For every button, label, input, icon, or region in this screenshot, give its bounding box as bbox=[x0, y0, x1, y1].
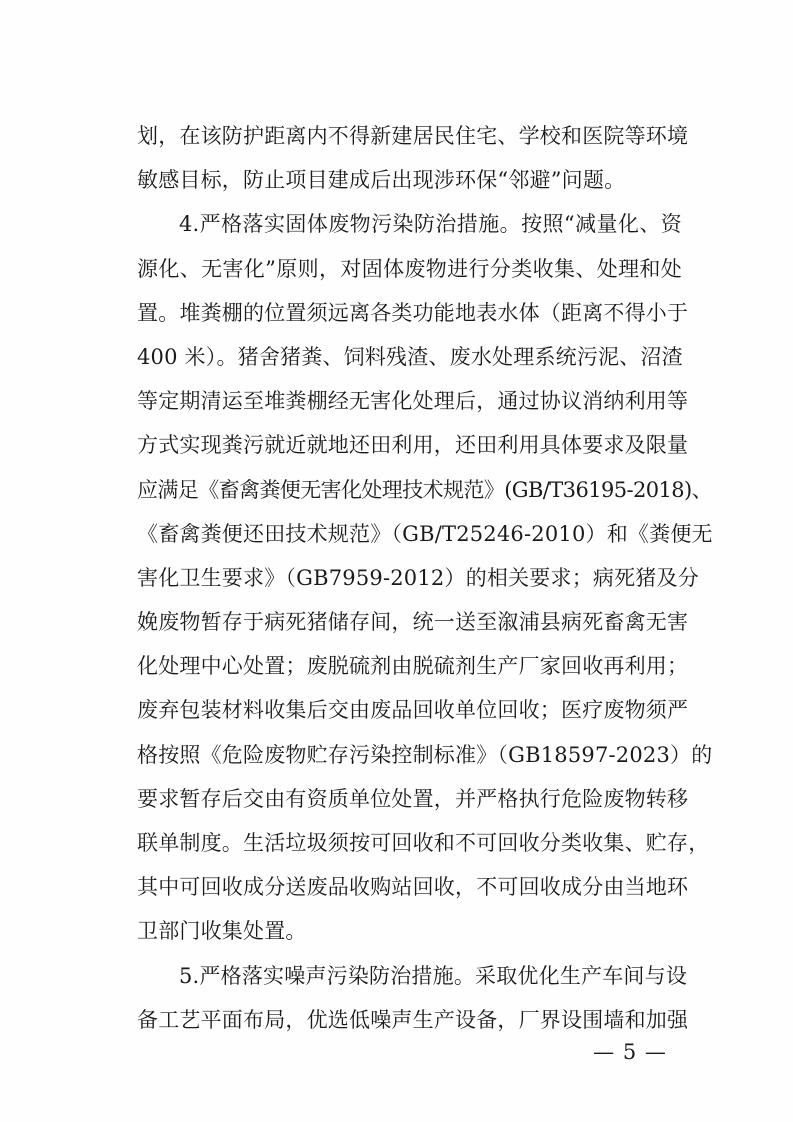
text-line: 《畜禽粪便还田技术规范》（GB/T25246-2010）和《粪便无 bbox=[137, 521, 713, 546]
text-line: 其中可回收成分送废品收购站回收，不可回收成分由当地环 bbox=[137, 875, 689, 900]
text-line: 娩废物暂存于病死猪储存间，统一送至溆浦县病死畜禽无害 bbox=[137, 610, 689, 635]
text-line: 400 米）。猪舍猪粪、饲料残渣、废水处理系统污泥、沼渣 bbox=[137, 344, 683, 369]
text-line: 害化卫生要求》（GB7959-2012）的相关要求；病死猪及分 bbox=[137, 565, 699, 590]
text-line: 划，在该防护距离内不得新建居民住宅、学校和医院等环境 bbox=[137, 124, 689, 148]
text-line: 联单制度。生活垃圾须按可回收和不可回收分类收集、贮存， bbox=[137, 831, 710, 855]
text-line: 等定期清运至堆粪棚经无害化处理后，通过协议消纳利用等 bbox=[137, 389, 689, 414]
text-line: 应满足《畜禽粪便无害化处理技术规范》(GB/T36195-2018)、 bbox=[137, 477, 713, 502]
paragraph-start-line: 5.严格落实噪声污染防治措施。采取优化生产车间与设 bbox=[179, 963, 688, 988]
paragraph-start-line: 4.严格落实固体废物污染防治措施。按照“减量化、资 bbox=[179, 212, 682, 237]
page-number: — 5 — bbox=[593, 1040, 667, 1064]
text-line: 源化、无害化”原则，对固体废物进行分类收集、处理和处 bbox=[137, 256, 682, 281]
text-line: 化处理中心处置；废脱硫剂由脱硫剂生产厂家回收再利用； bbox=[137, 654, 689, 679]
text-line: 格按照《危险废物贮存污染控制标准》（GB18597-2023）的 bbox=[137, 742, 713, 767]
text-line: 敏感目标，防止项目建成后出现涉环保“邻避”问题。 bbox=[137, 168, 626, 193]
text-line: 置。堆粪棚的位置须远离各类功能地表水体（距离不得小于 bbox=[137, 300, 689, 325]
text-line: 卫部门收集处置。 bbox=[137, 919, 307, 944]
body-text bbox=[137, 114, 713, 1042]
text-line: 备工艺平面布局，优选低噪声生产设备，厂界设围墙和加强 bbox=[137, 1007, 689, 1032]
text-line: 要求暂存后交由有资质单位处置，并严格执行危险废物转移 bbox=[137, 786, 689, 811]
text-line: 方式实现粪污就近就地还田利用，还田利用具体要求及限量 bbox=[137, 433, 689, 458]
text-line: 废弃包装材料收集后交由废品回收单位回收；医疗废物须严 bbox=[137, 698, 689, 723]
